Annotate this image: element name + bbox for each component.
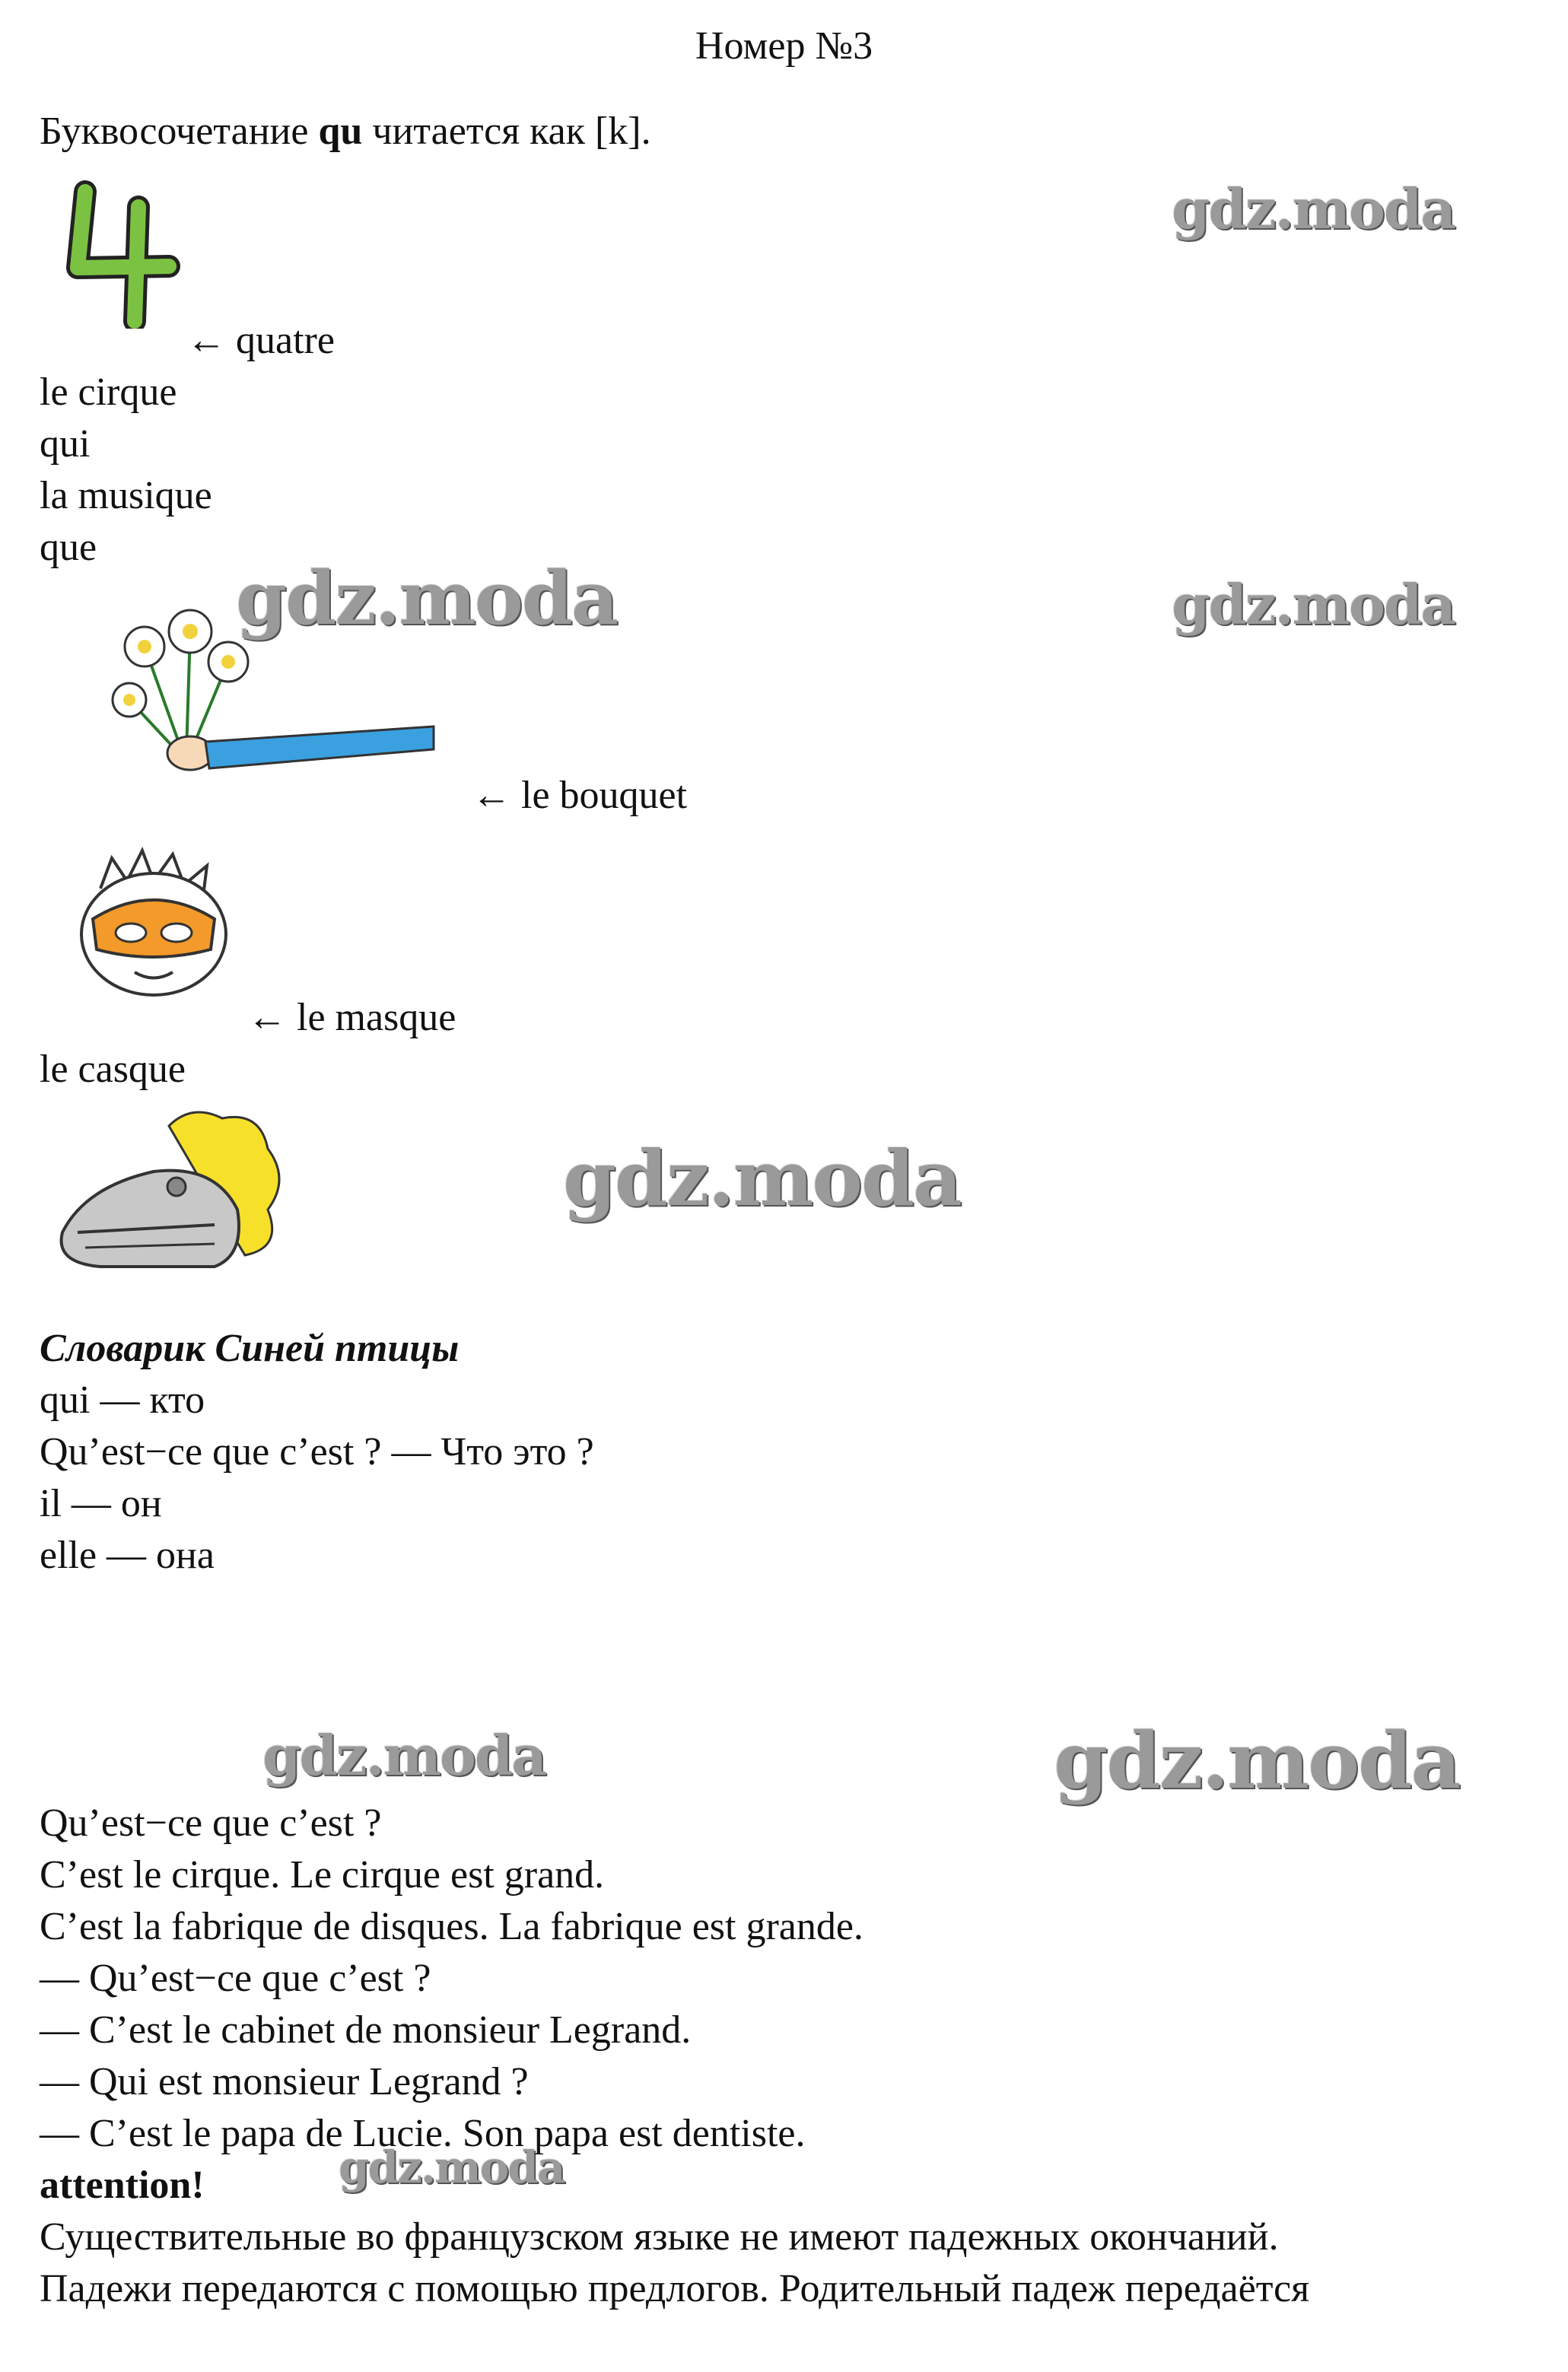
- attention-label: attention!: [40, 2164, 205, 2207]
- word-la-musique: la musique: [40, 474, 212, 517]
- word-quatre: ← quatre: [186, 319, 335, 362]
- attention-line: Падежи передаются с помощью предлогов. Родительный падеж передаётся: [40, 2267, 1310, 2310]
- number-four-picture: [55, 176, 184, 329]
- watermark: gdz.moda: [236, 555, 618, 641]
- dictionary-heading: Словарик Синей птицы: [40, 1327, 460, 1370]
- text-line: Qu’est−ce que c’est ?: [40, 1801, 382, 1845]
- watermark: gdz.moda: [262, 1723, 545, 1788]
- word-qui: qui: [40, 422, 91, 466]
- masked-face-picture: [70, 843, 245, 1003]
- attention-line: Существительные во французском языке не имеют падежных окончаний.: [40, 2215, 1279, 2259]
- watermark: gdz.moda: [339, 2141, 565, 2193]
- dictionary-entry: qui — кто: [40, 1378, 205, 1422]
- intro-text-before: Буквосочетание: [40, 110, 319, 153]
- watermark: gdz.moda: [1054, 1715, 1460, 1807]
- dictionary-entry: elle — она: [40, 1534, 215, 1577]
- word-le-masque: ← le masque: [247, 996, 456, 1039]
- text-line: — Qui est monsieur Legrand ?: [40, 2060, 529, 2103]
- knight-helmet-picture: [40, 1103, 291, 1286]
- text-line: C’est le cirque. Le cirque est grand.: [40, 1853, 605, 1897]
- word-le-cirque: le cirque: [40, 370, 177, 414]
- text-line: — C’est le cabinet de monsieur Legrand.: [40, 2008, 692, 2052]
- watermark: gdz.moda: [1172, 572, 1455, 637]
- word-le-casque: le casque: [40, 1048, 186, 1091]
- dictionary-entry: Qu’est−ce que c’est ? — Что это ?: [40, 1430, 594, 1474]
- intro-bold-qu: qu: [318, 110, 363, 153]
- page-title: Номер №3: [695, 24, 873, 68]
- text-line: — C’est le papa de Lucie. Son papa est dentiste.: [40, 2112, 806, 2155]
- watermark: gdz.moda: [1172, 176, 1455, 241]
- intro-text-after: читается как [k].: [362, 110, 651, 153]
- word-que: que: [40, 526, 97, 569]
- dictionary-entry: il — он: [40, 1482, 162, 1525]
- text-line: C’est la fabrique de disques. La fabrique est grande.: [40, 1905, 864, 1948]
- intro-line: [40, 107, 651, 157]
- word-le-bouquet: ← le bouquet: [472, 774, 688, 817]
- watermark: gdz.moda: [563, 1134, 961, 1223]
- text-line: — Qu’est−ce que c’est ?: [40, 1957, 431, 2000]
